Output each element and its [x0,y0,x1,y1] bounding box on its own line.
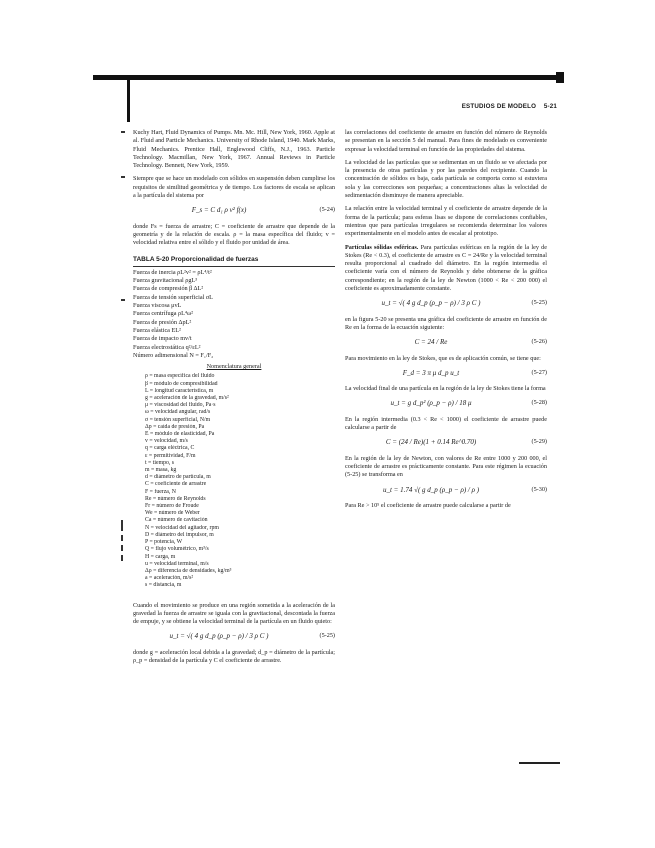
nomenclature-item: P = potencia, W [145,539,183,546]
table-row: Fuerza elástica EL² [133,326,181,334]
nomenclature-item: ε = permitividad, F/m [145,452,196,459]
nomenclature-item: a = aceleración, m/s² [145,575,194,582]
section-text: Para partículas esféricas en la región de la ley de Stokes (Re < 0.3), el coeficiente de arrastre es C = 24/Re y la velocidad terminal resulta proporcional al cuadrado del diámetro. En la región intermedia el coeficiente varía con el número de Reynolds y debe obtenerse de la gráfica correspondiente; en la región de la ley de Newton (1000 < Re < 200 000) el coeficiente es aproximadamente constante. [345,243,547,293]
running-head [436,103,557,111]
margin-tick [121,176,125,178]
equation-5-26 [345,338,547,346]
nomenclature-item: Fr = número de Froude [145,503,199,510]
bottom-rule [519,762,560,764]
nomenclature-item: C = coeficiente de arrastre [145,481,207,488]
equation-5-24 [133,206,335,214]
nomenclature-item: ρ = masa específica del fluido [145,373,215,380]
nomenclature-item: L = longitud característica, m [145,387,214,394]
equation-number: (5-29) [531,438,547,446]
nomenclature-item: Re = número de Reynolds [145,495,206,502]
page-number: 5-21 [543,103,557,110]
paragraph: donde g = aceleración local debida a la gravedad; d_p = diámetro de la partícula; ρ_p = densidad de la partícula y C el coeficiente de arrastre. [133,648,335,664]
nomenclature-item: d = diámetro de partícula, m [145,474,211,481]
table-row: Fuerza de tensión superficial σL [133,293,213,301]
equation-5-25 [133,632,335,640]
paragraph: donde Fs = fuerza de arrastre; C = coeficiente de arrastre que depende de la geometría y de la relación de escala. ρ = la masa específica del fluido; v = velocidad relativa entre el sólido y el fluido por unidad de área. [133,222,335,247]
table-row: Número adimensional N = F₁/F₂ [133,351,214,359]
paragraph: La relación entre la velocidad terminal y el coeficiente de arrastre depende de la forma de la partícula; para esferas lisas se dispone de correlaciones confiables, mientras que para partículas irregulares se recomienda determinar los valores experimentalmente en el modelo antes de escalar al prototipo. [345,205,547,238]
nomenclature-item: Δρ = diferencia de densidades, kg/m³ [145,567,232,574]
table-row: Fuerza de inercia ρL²v² = ρL⁴/t² [133,268,212,276]
equation-expression: F_s = C d₁ ρ v² f(x) [191,206,247,215]
equation-5-27 [345,369,547,377]
equation-5-25b [345,299,547,307]
margin-marks [121,520,125,565]
equation-expression: C = 24 / Re [414,338,448,347]
table-row: Fuerza gravitacional ρgL³ [133,277,198,285]
nomenclature-item: F = fuerza, N [145,488,176,495]
equation-number: (5-26) [531,338,547,346]
table-row: Fuerza centrífuga ρL⁴ω² [133,310,193,318]
nomenclature-item: g = aceleración de la gravedad, m/s² [145,395,229,402]
paragraph: La velocidad de las partículas que se sedimentan en un fluido se ve afectada por la presencia de otras partículas y por las paredes del recipiente. Cuando la concentración de sólidos es baja, cada partícula se comporta como si estuviera sola y las correcciones son pequeñas; a concentraciones altas la velocidad de sedimentación disminuye de manera apreciable. [345,158,547,200]
nomenclature-heading: Nomenclatura general [206,363,262,371]
margin-mark [121,555,123,561]
paragraph: La velocidad final de una partícula en la región de la ley de Stokes tiene la forma [345,385,546,393]
paragraph: Cuando el movimiento se produce en una región sometida a la aceleración de la gravedad la fuerza de arrastre se iguala con la gravitacional, descontada la fuerza de empuje, y se obtiene la velocidad terminal de la partícula en un fluido quieto: [133,601,335,626]
nomenclature-item: u = velocidad terminal, m/s [145,560,209,567]
header-rule [93,75,560,80]
nomenclature-item: v = velocidad, m/s [145,438,188,445]
paragraph: Para Re > 10⁵ el coeficiente de arrastre puede calcularse a partir de [345,501,511,509]
nomenclature-item: Q = flujo volumétrico, m³/s [145,546,209,553]
nomenclature-item: Ca = número de cavitación [145,517,208,524]
equation-expression: u_t = √( 4 g d_p (ρ_p − ρ) / 3 ρ C ) [169,632,269,641]
equation-expression: C = (24 / Re)(1 + 0.14 Re^0.70) [385,438,477,447]
nomenclature-item: We = número de Weber [145,510,200,517]
section-heading: Partículas sólidas esféricas. [345,243,419,251]
nomenclature-item: E = módulo de elasticidad, Pa [145,431,215,438]
nomenclature-item: N = velocidad del agitador, rpm [145,524,219,531]
table-body [133,269,335,360]
right-column [345,129,547,515]
equation-expression: u_t = g d_p² (ρ_p − ρ) / 18 μ [390,399,472,408]
equation-number: (5-25) [319,632,335,640]
section-paragraph [345,244,547,294]
running-title: ESTUDIOS DE MODELO [461,103,537,110]
equation-expression: u_t = 1.74 √( g d_p (ρ_p − ρ) / ρ ) [382,485,480,494]
paragraph: Para movimiento en la ley de Stokes, que es de aplicación común, se tiene que: [345,354,541,362]
nomenclature-item: m = masa, kg [145,467,177,474]
equation-5-28 [345,399,547,407]
table-row: Fuerza electrostática q²/εL² [133,343,201,351]
left-column [133,129,335,670]
table-row: Fuerza de compresión β ΔL² [133,285,204,293]
paragraph: las correlaciones del coeficiente de arrastre en función del número de Reynolds se presentan en la sección 5 del manual. Para fines de modelado es conveniente expresar la velocidad terminal en función de las propiedades del sistema. [345,129,547,153]
references: Kuchy Hart, Fluid Dynamics of Pumps. Mn. Mc. Hill, New York, 1960. Apple at al. Fluid and Particle Mechanics. University of Rhode Island, 1940. Mark Marks, Fluid Mechanics. Prentice Hall, Englewood Cliffs, N.J., 1963. Particle Technology. Macmillan, New York, 1967. Annual Reviews in Particle Technology. Bennett, New York, 1959. [133,129,335,170]
equation-number: (5-24) [319,206,335,214]
nomenclature-item: ω = velocidad angular, rad/s [145,409,211,416]
table-row: Fuerza de presión ΔpL² [133,318,192,326]
nomenclature-item: q = carga eléctrica, C [145,445,195,452]
margin-mark [121,535,123,541]
equation-expression: u_t = √( 4 g d_p (ρ_p − ρ) / 3 ρ C ) [381,299,481,308]
equation-5-30 [345,486,547,494]
nomenclature-item: t = tiempo, s [145,459,175,466]
margin-tick [121,131,125,133]
nomenclature-item: β = módulo de compresibilidad [145,380,218,387]
margin-mark [121,545,123,551]
nomenclature-list [133,373,335,589]
intro-paragraph: Siempre que se hace un modelado con sólidos en suspensión deben cumplirse los requisitos de similitud geométrica y de tiempo. Los factores de escala se aplican a la partícula del sistema por [133,175,335,200]
paragraph: En la región de la ley de Newton, con valores de Re entre 1000 y 200 000, el coeficiente de arrastre es prácticamente constante. Para este régimen la ecuación (5-25) se transforma en [345,454,547,479]
table-row: Fuerza viscosa μvL [133,302,182,310]
table-row: Fuerza de impacto mv/t [133,335,192,343]
equation-number: (5-25) [531,299,547,307]
left-margin-rule [127,80,130,122]
header-rule-end [556,72,564,83]
equation-number: (5-28) [531,399,547,407]
nomenclature-item: Δp = caída de presión, Pa [145,423,205,430]
table-title: TABLA 5-20 Proporcionalidad de fuerzas [133,256,335,267]
nomenclature-item: D = diámetro del impulsor, m [145,531,214,538]
margin-mark [121,520,123,531]
nomenclature-item: s = distancia, m [145,582,182,589]
nomenclature-item: H = carga, m [145,553,176,560]
equation-expression: F_d = 3 π μ d_p u_t [402,368,460,377]
paragraph: en la figura 5-20 se presenta una gráfica del coeficiente de arrastre en función de Re en la forma de la ecuación siguiente: [345,315,547,331]
equation-5-29 [345,438,547,446]
equation-number: (5-27) [531,368,547,376]
nomenclature-item: μ = viscosidad del fluido, Pa·s [145,402,216,409]
paragraph: En la región intermedia (0.3 < Re < 1000) el coeficiente de arrastre puede calcularse a partir de [345,415,547,432]
equation-number: (5-30) [531,485,547,493]
nomenclature-item: σ = tensión superficial, N/m [145,416,211,423]
margin-tick [121,299,125,301]
